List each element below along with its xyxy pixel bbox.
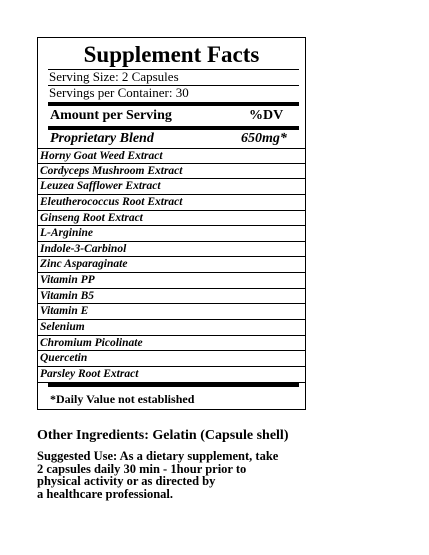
ingredient-row: Cordyceps Mushroom Extract [37, 164, 306, 180]
suggested-use-line: 2 capsules daily 30 min - 1hour prior to [37, 461, 247, 476]
ingredient-row: Parsley Root Extract [37, 367, 306, 383]
ingredient-row: Vitamin E [37, 304, 306, 320]
ingredient-row: Selenium [37, 320, 306, 336]
ingredient-row: Vitamin B5 [37, 289, 306, 305]
suggested-use-line: physical activity or as directed by [37, 474, 216, 488]
ingredient-row: L-Arginine [37, 226, 306, 242]
ingredient-list [37, 148, 306, 383]
ingredient-row: Horny Goat Weed Extract [37, 148, 306, 164]
suggested-use-line: Suggested Use: As a dietary supplement, take [37, 449, 279, 463]
header-divider [48, 126, 299, 130]
ingredient-row: Zinc Asparaginate [37, 257, 306, 273]
ingredient-row: Chromium Picolinate [37, 336, 306, 352]
ingredient-row: Indole-3-Carbinol [37, 242, 306, 258]
other-ingredients: Other Ingredients: Gelatin (Capsule shell) [37, 428, 289, 443]
bottom-divider [48, 383, 299, 387]
ingredient-row: Leuzea Safflower Extract [37, 179, 306, 195]
suggested-use-line: a healthcare professional. [37, 486, 173, 501]
blend-amount: 650mg* [241, 131, 287, 146]
amount-header: Amount per Serving [50, 108, 172, 123]
serving-size: Serving Size: 2 Capsules [49, 69, 179, 84]
ingredient-row: Vitamin PP [37, 273, 306, 289]
blend-name: Proprietary Blend [50, 131, 154, 146]
servings-per-container: Servings per Container: 30 [49, 85, 189, 100]
dv-header: %DV [249, 108, 284, 123]
suggested-use [37, 450, 327, 500]
ingredient-row: Ginseng Root Extract [37, 211, 306, 227]
ingredient-row: Eleutherococcus Root Extract [37, 195, 306, 211]
ingredient-row: Quercetin [37, 351, 306, 367]
footnote: *Daily Value not established [50, 392, 195, 406]
panel-title: Supplement Facts [83, 42, 260, 67]
thick-divider [48, 102, 299, 106]
